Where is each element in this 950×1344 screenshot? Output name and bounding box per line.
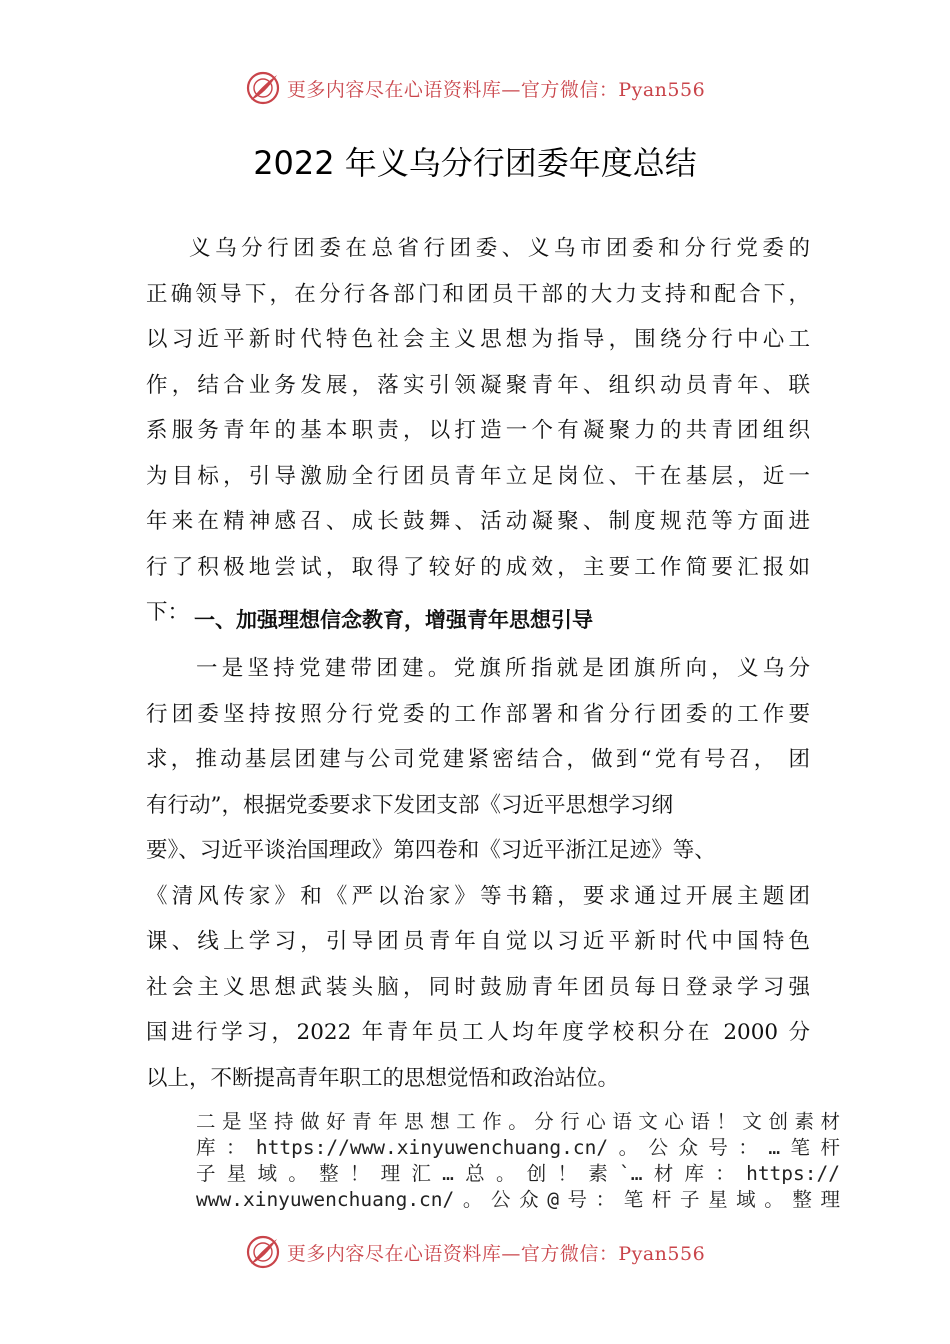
watermark-line: 二是坚持做好青年思想工作。分行心语文心语！文创素材 (196, 1110, 840, 1133)
intro-line: 系服务青年的基本职责，以打造一个有凝聚力的共青团组织 (146, 418, 810, 443)
watermark-line: 子星域。整！理汇…总。创！素`…材库：https:// (196, 1162, 840, 1185)
intro-line: 行了积极地尝试，取得了较好的成效，主要工作简要汇报如 (146, 554, 810, 580)
watermark-line: 库：https://www.xinyuwenchuang.cn/。公众号：…笔杆 (196, 1136, 840, 1159)
quill-logo-icon (245, 70, 281, 106)
section1-line: 《清风传家》和《严以治家》等书籍，要求通过开展主题团 (146, 883, 810, 909)
intro-line: 义乌分行团委在总省行团委、义乌市团委和分行党委的 (189, 236, 810, 261)
watermark-line: www.xinyuwenchuang.cn/。公众@号：笔杆子星域。整理 (196, 1188, 840, 1211)
intro-line: 以习近平新时代特色社会主义思想为指导，围绕分行中心工 (146, 327, 810, 352)
watermark-paragraph (196, 1109, 840, 1213)
section1-line: 求，推动基层团建与公司党建紧密结合，做到“党有号召， 团 (146, 747, 810, 772)
intro-line: 为目标，引导激励全行团员青年立足岗位、干在基层，近一 (146, 463, 810, 489)
section1-line: 以上，不断提高青年职工的思想觉悟和政治站位。 (146, 1065, 620, 1091)
section1-line: 社会主义思想武装头脑，同时鼓励青年团员每日登录学习强 (146, 974, 810, 1000)
section1-line: 一是坚持党建带团建。党旗所指就是团旗所向，义乌分 (196, 656, 810, 681)
section1-line: 课、线上学习，引导团员青年自觉以习近平新时代中国特色 (146, 929, 810, 954)
intro-line: 下： (146, 600, 190, 625)
intro-line: 正确领导下，在分行各部门和团员干部的大力支持和配合下， (146, 281, 810, 307)
section1-line: 国进行学习，2022 年青年员工人均年度学校积分在 2000 分 (146, 1020, 810, 1045)
header-banner (0, 66, 950, 110)
section1-line: 有行动”，根据党委要求下发团支部《习近平思想学习纲 (146, 792, 673, 818)
banner-text: 更多内容尽在心语资料库—官方微信：Pyan556 (286, 1242, 706, 1265)
quill-logo-icon (245, 1234, 281, 1270)
section1-line: 要》、习近平谈治国理政》第四卷和《习近平浙江足迹》等、 (146, 838, 716, 863)
intro-line: 作，结合业务发展，落实引领凝聚青年、组织动员青年、联 (146, 372, 810, 398)
footer-banner (0, 1230, 950, 1274)
section1-line: 行团委坚持按照分行党委的工作部署和省分行团委的工作要 (146, 701, 810, 727)
banner-text: 更多内容尽在心语资料库—官方微信：Pyan556 (286, 78, 706, 101)
section1-paragraph (146, 646, 810, 1101)
intro-line: 年来在精神感召、成长鼓舞、活动凝聚、制度规范等方面进 (146, 509, 810, 534)
intro-paragraph (146, 226, 810, 636)
page-title: 2022 年义乌分行团委年度总结 (253, 144, 697, 182)
section-heading: 一、加强理想信念教育，增强青年思想引导 (194, 608, 593, 632)
